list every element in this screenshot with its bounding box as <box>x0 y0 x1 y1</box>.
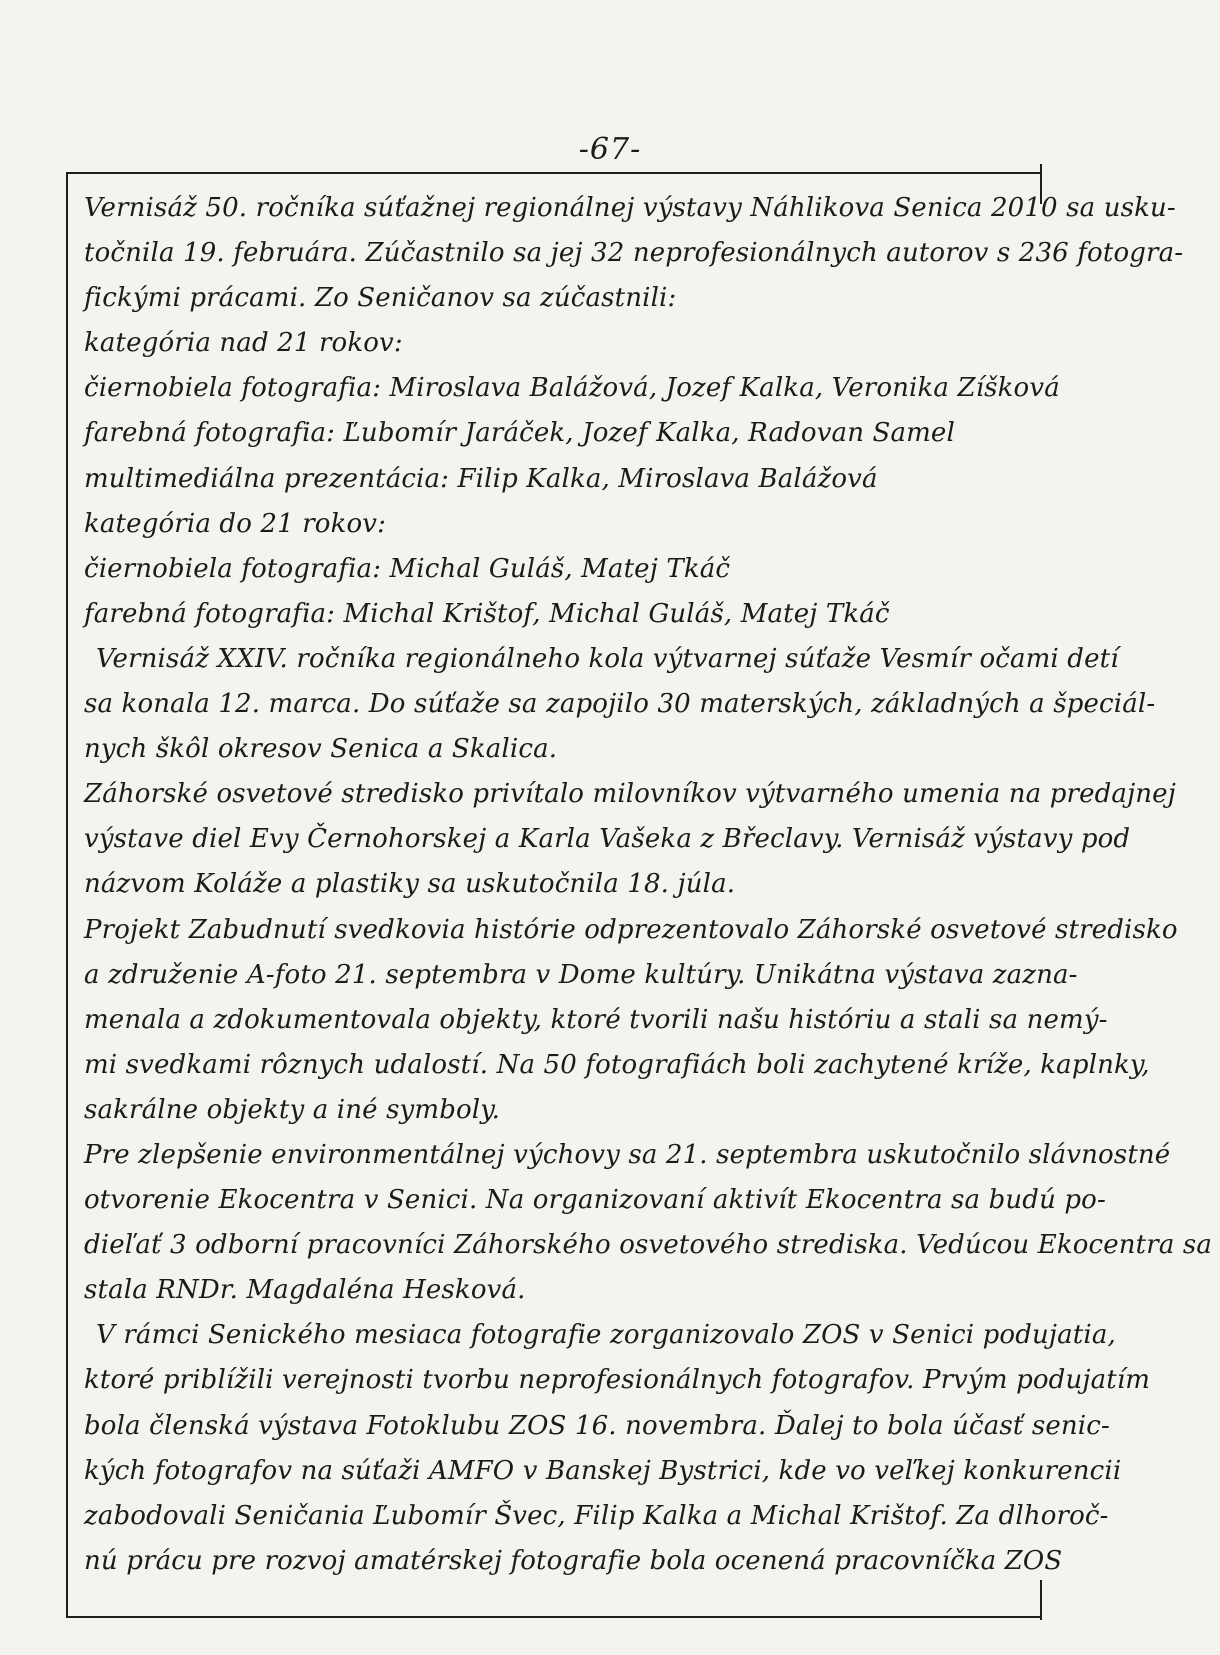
text-line-31: nú prácu pre rozvoj amatérskej fotografie bola ocenená pracovníčka ZOS <box>84 1545 1063 1576</box>
text-line-1: Vernisáž 50. ročníka súťažnej regionálnej výstavy Náhlikova Senica 2010 sa usku- <box>84 193 1176 223</box>
text-line-11: Vernisáž XXIV. ročníka regionálneho kola výtvarnej súťaže Vesmír očami detí <box>96 643 1119 674</box>
text-line-2: točnila 19. februára. Zúčastnilo sa jej 32 neprofesionálnych autorov s 236 fotogra- <box>84 238 1184 269</box>
text-line-5: čiernobiela fotografia: Miroslava Balážová, Jozef Kalka, Veronika Zíšková <box>84 373 1060 404</box>
frame-right-tick-bottom <box>1040 1580 1042 1620</box>
text-line-29: kých fotografov na súťaži AMFO v Banskej Bystrici, kde vo veľkej konkurencii <box>84 1455 1122 1486</box>
text-line-4: kategória nad 21 rokov: <box>84 328 403 359</box>
text-line-12: sa konala 12. marca. Do súťaže sa zapojilo 30 materských, základných a špeciál- <box>84 689 1156 720</box>
text-line-26: V rámci Senického mesiaca fotografie zorganizovalo ZOS v Senici podujatia, <box>96 1320 1116 1351</box>
text-line-7: multimediálna prezentácia: Filip Kalka, Miroslava Balážová <box>84 463 878 494</box>
handwritten-text-block <box>84 186 1213 1584</box>
text-line-18: a združenie A-foto 21. septembra v Dome kultúry. Unikátna výstava zazna- <box>84 959 1078 990</box>
text-line-19: menala a zdokumentovala objekty, ktoré tvorili našu históriu a stali sa nemý- <box>84 1004 1108 1035</box>
text-line-6: farebná fotografia: Ľubomír Jaráček, Jozef Kalka, Radovan Samel <box>84 418 955 449</box>
text-line-24: dieľať 3 odborní pracovníci Záhorského osvetového strediska. Vedúcou Ekocentra sa <box>84 1230 1213 1261</box>
text-line-13: nych škôl okresov Senica a Skalica. <box>84 734 558 765</box>
text-line-14: Záhorské osvetové stredisko privítalo milovníkov výtvarného umenia na predajnej <box>84 779 1176 810</box>
text-line-3: fickými prácami. Zo Seničanov sa zúčastnili: <box>84 283 677 314</box>
text-line-25: stala RNDr. Magdaléna Hesková. <box>84 1275 526 1306</box>
text-line-17: Projekt Zabudnutí svedkovia histórie odprezentovalo Záhorské osvetové stredisko <box>84 914 1178 945</box>
page-number: -67- <box>578 132 642 167</box>
text-line-27: ktoré priblížili verejnosti tvorbu neprofesionálnych fotografov. Prvým podujatím <box>84 1365 1151 1396</box>
text-line-22: Pre zlepšenie environmentálnej výchovy sa 21. septembra uskutočnilo slávnostné <box>84 1139 1171 1170</box>
text-line-30: zabodovali Seničania Ľubomír Švec, Filip Kalka a Michal Krištof. Za dlhoroč- <box>84 1500 1109 1531</box>
text-line-28: bola členská výstava Fotoklubu ZOS 16. novembra. Ďalej to bola účasť senic- <box>84 1410 1110 1441</box>
text-line-21: sakrálne objekty a iné symboly. <box>84 1094 501 1125</box>
text-line-10: farebná fotografia: Michal Krištof, Michal Guláš, Matej Tkáč <box>84 598 890 629</box>
text-line-20: mi svedkami rôznych udalostí. Na 50 fotografiách boli zachytené kríže, kaplnky, <box>84 1049 1150 1080</box>
text-line-15: výstave diel Evy Černohorskej a Karla Vašeka z Břeclavy. Vernisáž výstavy pod <box>84 824 1131 855</box>
text-line-8: kategória do 21 rokov: <box>84 508 387 539</box>
text-line-23: otvorenie Ekocentra v Senici. Na organizovaní aktivít Ekocentra sa budú po- <box>84 1185 1106 1216</box>
text-line-9: čiernobiela fotografia: Michal Guláš, Matej Tkáč <box>84 553 731 584</box>
text-line-16: názvom Koláže a plastiky sa uskutočnila 18. júla. <box>84 869 736 900</box>
